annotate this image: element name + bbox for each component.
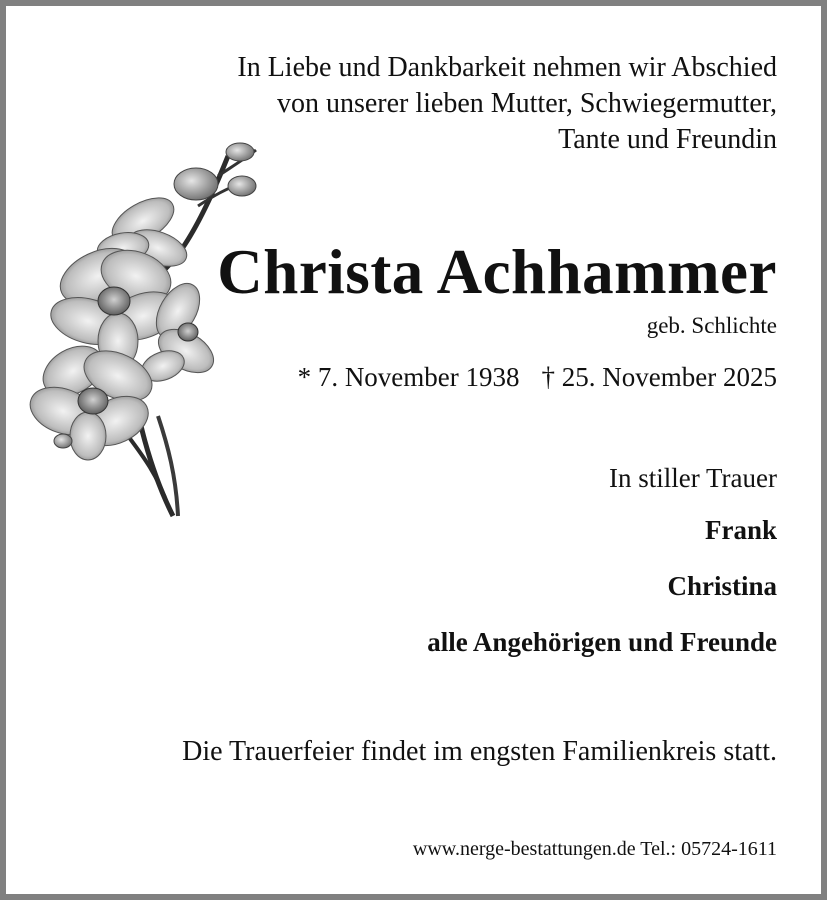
deceased-name: Christa Achhammer xyxy=(217,237,777,307)
birth-name: geb. Schlichte xyxy=(646,313,777,338)
birth-date: * 7. November 1938 xyxy=(297,362,520,392)
mourner-name: Christina xyxy=(667,571,777,601)
mourner-name: alle Angehörigen und Freunde xyxy=(427,627,777,657)
mourner-name: Frank xyxy=(704,515,777,545)
mourning-heading: In stiller Trauer xyxy=(609,463,777,493)
intro-line: von unserer lieben Mutter, Schwiegermutter, xyxy=(276,88,777,119)
death-date: † 25. November 2025 xyxy=(541,362,777,392)
orchid-illustration xyxy=(28,136,268,531)
life-dates xyxy=(298,360,777,394)
intro-line: Tante und Freundin xyxy=(558,124,777,155)
funeral-home-contact: www.nerge-bestattungen.de Tel.: 05724-1611 xyxy=(412,838,777,860)
ceremony-note: Die Trauerfeier findet im engsten Familienkreis statt. xyxy=(182,736,777,767)
intro-text xyxy=(237,50,777,158)
intro-line: In Liebe und Dankbarkeit nehmen wir Abschied xyxy=(237,52,777,83)
